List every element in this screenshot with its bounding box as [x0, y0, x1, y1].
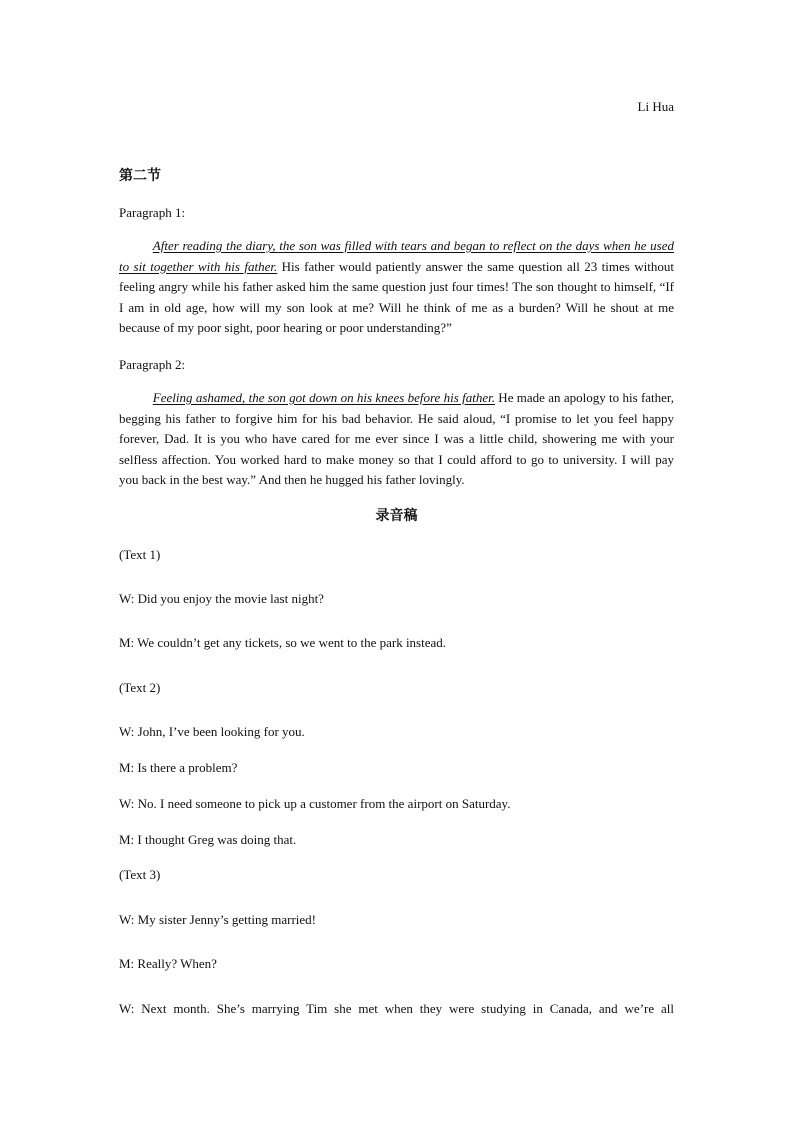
section-heading: 第二节 [119, 169, 161, 184]
transcript-heading: 录音稿 [375, 509, 418, 524]
transcript-line: (Text 1) [119, 547, 161, 562]
transcript-line: M: Is there a problem? [119, 760, 238, 775]
transcript-line: W: My sister Jenny’s getting married! [119, 912, 317, 927]
transcript-line: W: John, I’ve been looking for you. [119, 724, 305, 739]
paragraph1-label: Paragraph 1: [119, 205, 186, 220]
paragraph2-text [119, 388, 674, 491]
transcript-line: (Text 3) [119, 867, 161, 882]
transcript-line: M: I thought Greg was doing that. [119, 832, 297, 847]
paragraph1-lead-sentence: After reading the diary, the son was filled with tears and began to reflect on the days when he used to sit together with his father. [119, 238, 674, 274]
paragraph2-label: Paragraph 2: [119, 357, 186, 372]
transcript-line: (Text 2) [119, 680, 161, 695]
transcript-line: M: We couldn’t get any tickets, so we went to the park instead. [119, 635, 447, 650]
paragraph2-body: He made an apology to his father, begging his father to forgive him for his bad behavior. He said aloud, “I promise to let you feel happy forever, Dad. It is you who have cared for me ever since I was a little child, showering me with your selfless affection. You worked hard to make money so that I could afford to go to university. I will pay you back in the best way.” And then he hugged his father lovingly. [119, 390, 674, 488]
transcript-line: W: Did you enjoy the movie last night? [119, 591, 324, 606]
transcript-line: W: Next month. She’s marrying Tim she met when they were studying in Canada, and we’re all [119, 1001, 674, 1016]
paragraph1-body: His father would patiently answer the same question all 23 times without feeling angry while his father asked him the same question just four times! The son thought to himself, “If I am in old age, how will my son look at me? Will he think of me as a burden? Will he shout at me because of my poor sight, poor hearing or poor understanding?” [119, 258, 674, 336]
transcript-line: W: No. I need someone to pick up a customer from the airport on Saturday. [119, 796, 511, 811]
paragraph2-lead-sentence: Feeling ashamed, the son got down on his knees before his father. [152, 390, 495, 405]
transcript-line: M: Really? When? [119, 956, 217, 971]
paragraph1-text [119, 236, 674, 339]
author-signature: Li Hua [637, 99, 674, 114]
